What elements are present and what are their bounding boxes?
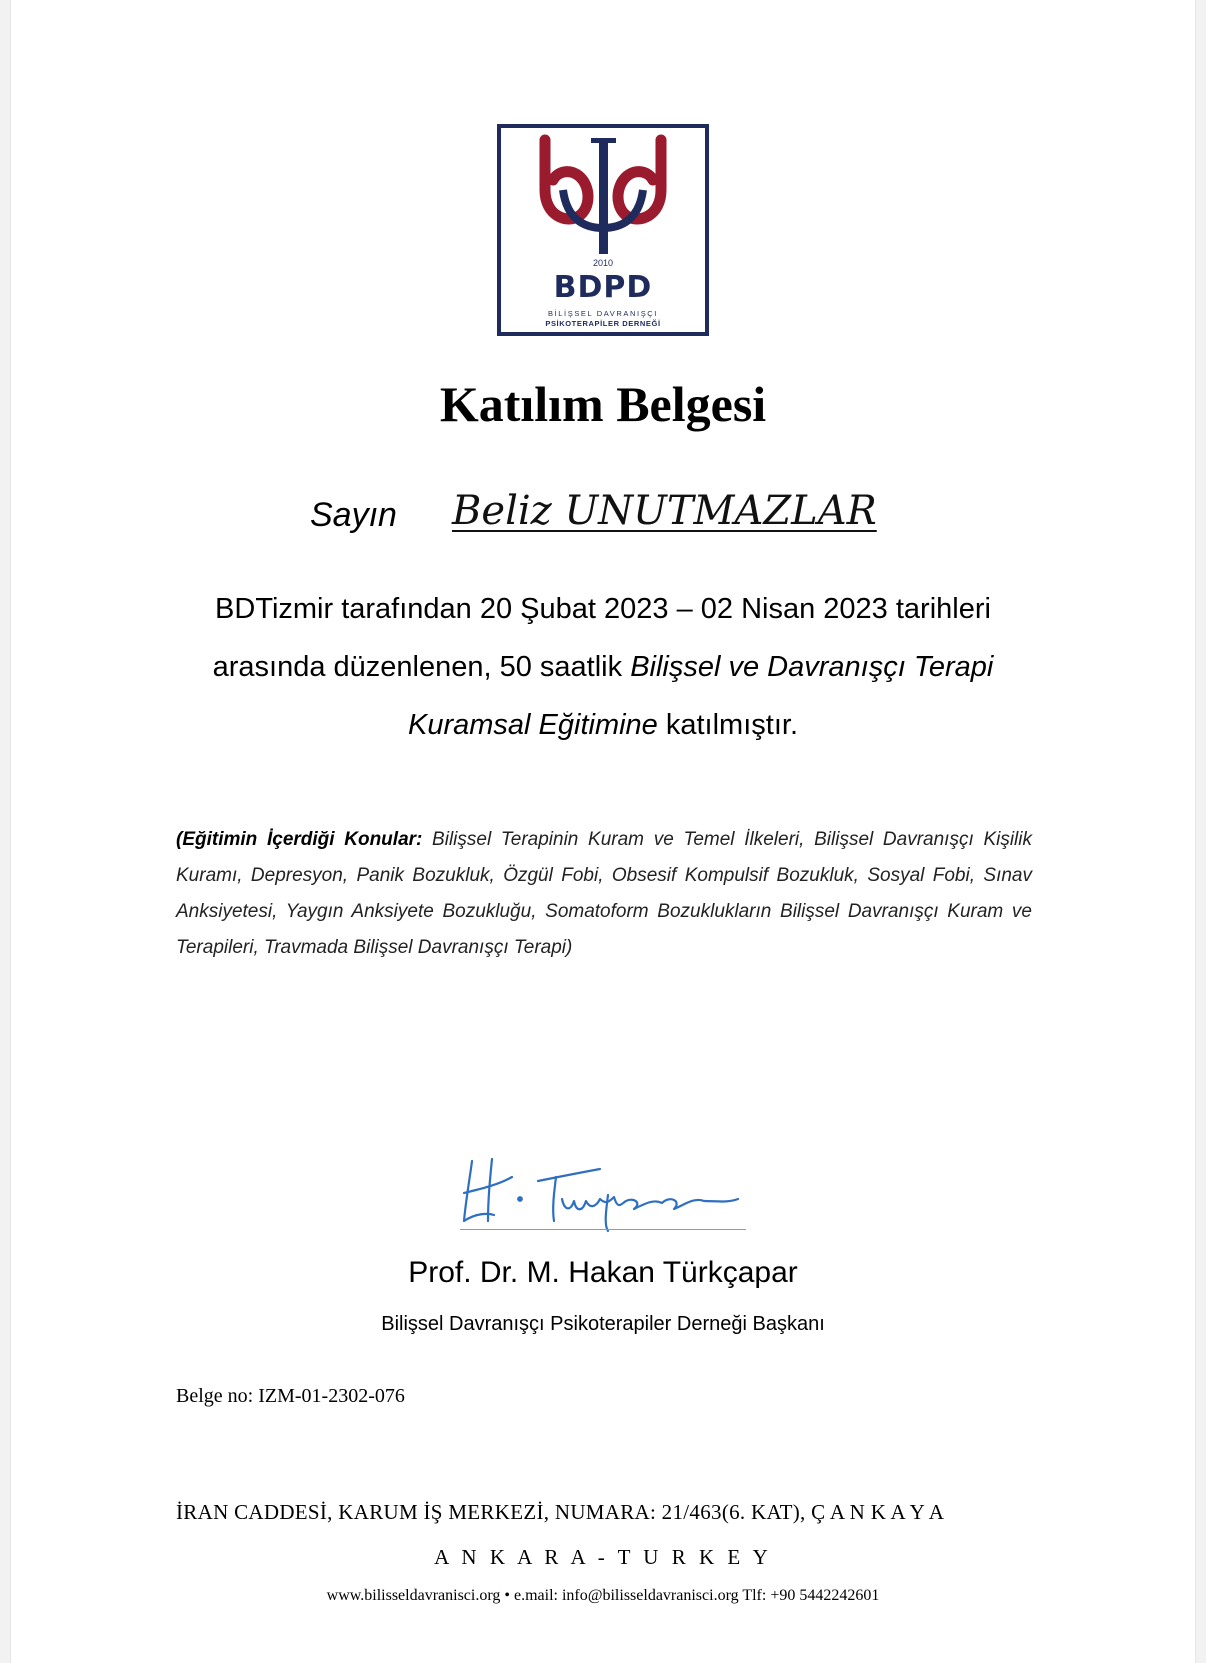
topics-open-paren: (	[176, 829, 183, 850]
logo-year: 2010	[592, 258, 614, 268]
address-line1: İRAN CADDESİ, KARUM İŞ MERKEZİ, NUMARA: 21/463(6. KAT), Ç A N K A Y A	[176, 1500, 945, 1524]
document-number: Belge no: IZM-01-2302-076	[176, 1385, 405, 1407]
signer-title: Bilişsel Davranışçı Psikoterapiler Derneği Başkanı	[381, 1313, 825, 1335]
logo-name-line1: BİLİŞSEL DAVRANIŞÇI	[547, 309, 658, 318]
body-text-part2: katılmıştır.	[657, 709, 798, 741]
topics-text: Bilişsel Terapinin Kuram ve Temel İlkeleri, Bilişsel Davranışçı Kişilik Kuramı, Depresyon, Panik Bozukluk, Özgül Fobi, Obsesif Kompulsif Bozukluk, Sosyal Fobi, Sınav Anksiyetesi, Yaygın Anksiyete Bozukluğu, Somatoform Bozuklukların Bilişsel Davranışçı Kuram ve Terapileri, Travmada Bilişsel Davranışçı Terapi)	[176, 829, 1032, 958]
signature-line	[460, 1229, 746, 1230]
signer-name: Prof. Dr. M. Hakan Türkçapar	[408, 1256, 798, 1289]
training-topics	[176, 822, 1032, 966]
contact-info: www.bilisseldavranisci.org • e.mail: info@bilisseldavranisci.org Tlf: +90 5442242601	[326, 1587, 880, 1604]
certificate-title: Katılım Belgesi	[439, 376, 767, 432]
page-edge-left	[0, 0, 11, 1663]
salutation: Sayın	[310, 496, 397, 534]
recipient-name: Beliz UNUTMAZLAR	[452, 488, 877, 534]
page-edge-right	[1195, 0, 1206, 1663]
body-text-part1: BDTizmir tarafından 20 Şubat 2023 – 02 Nisan 2023 tarihleri arasında düzenlenen, 50 saatlik	[212, 593, 991, 683]
course-name: Bilişsel ve Davranışçı Terapi Kuramsal Eğitimine	[407, 651, 994, 741]
bdpd-logo	[497, 124, 709, 336]
certificate-body	[170, 580, 1036, 754]
logo-abbreviation: BDPD	[553, 270, 653, 305]
handwritten-signature	[458, 1155, 748, 1235]
address-line2: A N K A R A - T U R K E Y	[434, 1545, 772, 1569]
logo-name-line2: PSİKOTERAPİLER DERNEĞİ	[545, 319, 661, 328]
topics-label: Eğitimin İçerdiği Konular:	[182, 829, 423, 850]
